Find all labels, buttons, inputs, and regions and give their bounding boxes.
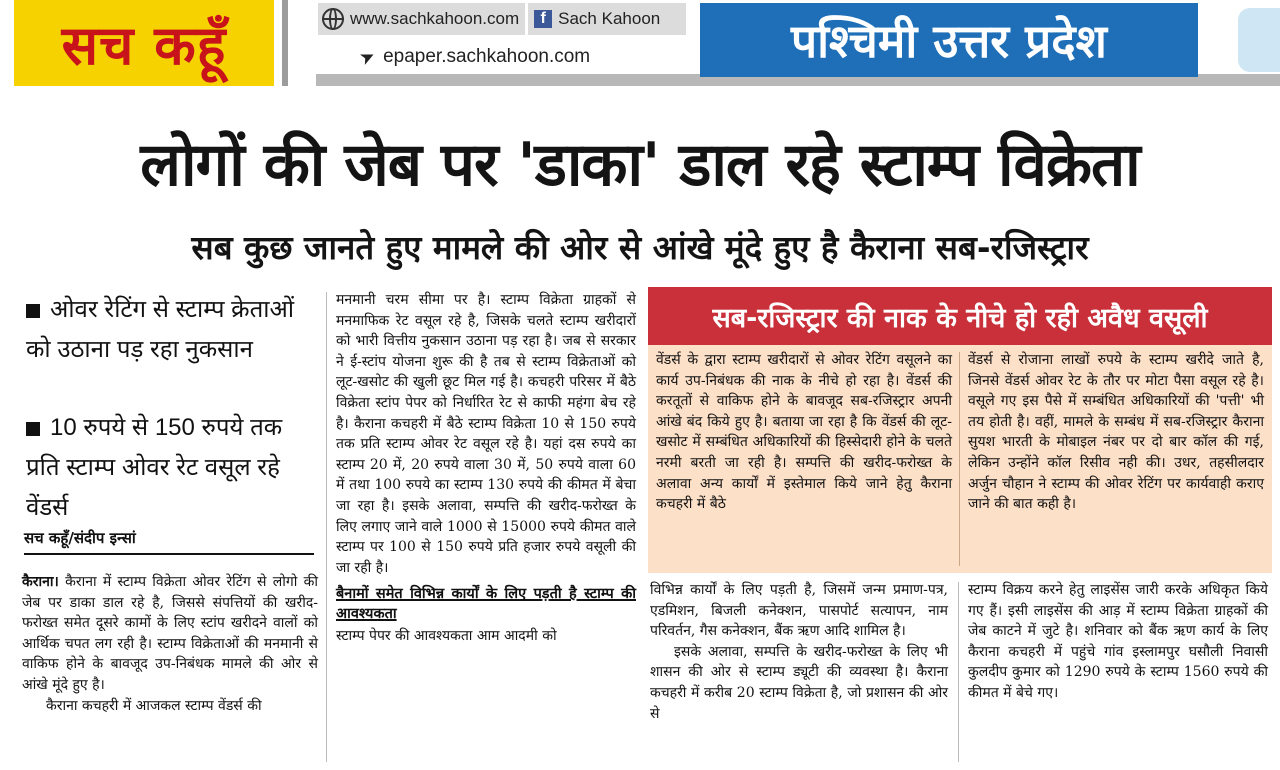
box-column-1: वेंडर्स के द्वारा स्टाम्प खरीदारों से ओवर रेटिंग वसूलने का कार्य उप-निबंधक की नाक के नीचे हो रहा है। वेंडर्स की करतूतों से वाकिफ होने के बावजूद सब-रजिस्ट्रार अपनी आंखे बंद किये हुए है। बताया जा रहा है कि वेंडर्स की लूट-खसोट में सम्बंधित अधिकारियों की हिस्सेदारी होने के चलते नरमी बरती जा रही है। सम्पत्ति की खरीद-फरोख्त के अलावा अन्य कार्यों में इस्तेमाल किये जाने हेतु कैराना कचहरी में बैठे <box>656 352 952 513</box>
subheadline: सब कुछ जानते हुए मामले की ओर से आंखे मूंदे हुए है कैराना सब-रजिस्ट्रार <box>191 228 1089 267</box>
region-banner: पश्चिमी उत्तर प्रदेश <box>700 3 1198 77</box>
bullet-square-icon <box>26 422 40 436</box>
headline: लोगों की जेब पर 'डाका' डाल रहे स्टाम्प विक्रेता <box>140 130 1140 200</box>
strip-divider <box>525 3 528 35</box>
section-subhead: बैनामों समेत विभिन्न कार्यों के लिए पड़ती है स्टाम्प की आवश्यकता <box>336 586 636 623</box>
corner-panel <box>1238 8 1280 72</box>
box-title: सब-रजिस्ट्रार की नाक के नीचे हो रही अवैध वसूली <box>648 287 1272 345</box>
paragraph: मनमानी चरम सीमा पर है। स्टाम्प विक्रेता ग्राहकों से मनमाफिक रेट वसूल रहे है, जिसके चलते स्टाम्प खरीदारों को भारी वित्तीय नुकसान उठाना पड़ रहा है। जब से सरकार ने ई-स्टांप योजना शुरू की है तब से स्टाम्प विक्रेताओं को लूट-खसोट की खुली छूट मिल गई है। कचहरी परिसर में बैठे विक्रेता स्टांप पेपर को निर्धारित रेट से काफी महंगा बेच रहे है। कैराना कचहरी में बैठे स्टाम्प विक्रेता 10 से 150 रुपये तक प्रति स्टाम्प ओवर रेट वसूल रहे है। यहां दस रुपये का स्टाम्प 20 में, 20 रुपये वाला 30 में, 50 रुपये वाला 60 में तथा 100 रुपये का स्टाम्प 130 रुपये की कीमत में बेचा जा रहा है। इसके अलावा, सम्पत्ति की खरीद-फरोख्त के लिए लगाए जाने वाले 1000 से 15000 रुपये कीमत वाले स्टाम्प पर 100 से 150 रुपये प्रति हजार रुपये वसूली की जा रही है। <box>336 292 636 576</box>
byline: सच कहूँ/संदीप इन्सां <box>24 529 136 547</box>
paragraph: स्टाम्प विक्रय करने हेतु लाइसेंस जारी करके अधिकृत किये गए हैं। इसी लाइसेंस की आड़ में स्टाम्प विक्रेता ग्राहकों की जेब काटने में जुटे है। शनिवार को बैंक ऋण कार्य के लिए कैराना कचहरी में पहुंचे गांव इस्लामपुर घसौली निवासी कुलदीप कुमार को 1290 रुपये के स्टाम्प 1560 रुपये की कीमत में बेचे गए। <box>968 582 1268 701</box>
highlight-text: 10 रुपये से 150 रुपये तक प्रति स्टाम्प ओवर रेट वसूल रहे वेंडर्स <box>26 414 283 521</box>
box-column-divider <box>959 352 960 566</box>
globe-icon <box>322 8 344 30</box>
highlight-text: ओवर रेटिंग से स्टाम्प क्रेताओं को उठाना पड़ रहा नुकसान <box>26 296 295 363</box>
paragraph: कैराना कचहरी में आजकल स्टाम्प वेंडर्स की <box>46 697 262 714</box>
article-column-3 <box>650 580 948 724</box>
website-link[interactable]: www.sachkahoon.com <box>350 9 520 28</box>
article-column-1 <box>22 572 318 716</box>
facebook-link[interactable]: Sach Kahoon <box>558 9 661 28</box>
newspaper-logo: सच कहूँ <box>14 0 274 86</box>
send-arrow-icon: ➤ <box>356 44 379 69</box>
article-column-2 <box>336 290 636 647</box>
facebook-icon: f <box>534 10 552 28</box>
paragraph: विभिन्न कार्यों के लिए पड़ती है, जिसमें जन्म प्रमाण-पत्र, एडमिशन, बिजली कनेक्शन, पासपोर्ट सत्यापन, नाम परिवर्तन, गैस कनेक्शन, बैंक ऋण आदि शामिल है। <box>650 582 948 640</box>
web-links-strip <box>318 3 686 35</box>
paragraph: इसके अलावा, सम्पत्ति के खरीद-फरोख्त के लिए भी शासन की ओर से स्टाम्प ड्यूटी की व्यवस्था है। कैराना कचहरी में करीब 20 स्टाम्प विक्रेता है, जो प्रशासन की ओर से <box>650 643 948 722</box>
article-column-4 <box>968 580 1268 704</box>
dateline: कैराना। <box>22 574 59 590</box>
bullet-square-icon <box>26 304 40 318</box>
column-rule <box>958 582 959 762</box>
epaper-link[interactable]: epaper.sachkahoon.com <box>383 46 591 67</box>
box-column-2: वेंडर्स से रोजाना लाखों रुपये के स्टाम्प खरीदे जाते है, जिनसे वेंडर्स ओवर रेट के तौर पर मोटा पैसा वसूल रहे है। वसूले गए इस पैसे में सम्बंधित अधिकारियों की 'पत्ती' भी तय होती है। वहीं, मामले के सम्बंध में सब-रजिस्ट्रार कैराना सुयश भारती के मोबाइल नंबर पर दो बार कॉल की गई, लेकिन उन्होंने कॉल रिसीव नही की। उधर, तहसीलदार अर्जुन चौहान ने स्टाम्प की ओवर रेटिंग पर कार्यवाही कराए जाने की बात कही है। <box>968 352 1264 513</box>
byline-rule <box>24 553 314 555</box>
column-rule <box>326 292 327 762</box>
paragraph <box>22 572 318 696</box>
paragraph: स्टाम्प पेपर की आवश्यकता आम आदमी को <box>336 628 557 645</box>
highlight-item <box>26 290 316 370</box>
highlight-item <box>26 408 316 528</box>
epaper-line <box>356 42 690 72</box>
logo-divider <box>282 0 288 86</box>
paragraph-text: कैराना में स्टाम्प विक्रेता ओवर रेटिंग से लोगो की जेब पर डाका डाल रहे है, जिससे संपत्तियों की खरीद-फरोख्त समेत दूसरे कामों के लिए स्टांप खरीदने वालों को आर्थिक चपत लग रही है। स्टाम्प विक्रेताओं की मनमानी से वाकिफ होने के बावजूद उप-निबंधक मामले की ओर से आंखे मूंदे हुए है। <box>22 574 318 693</box>
